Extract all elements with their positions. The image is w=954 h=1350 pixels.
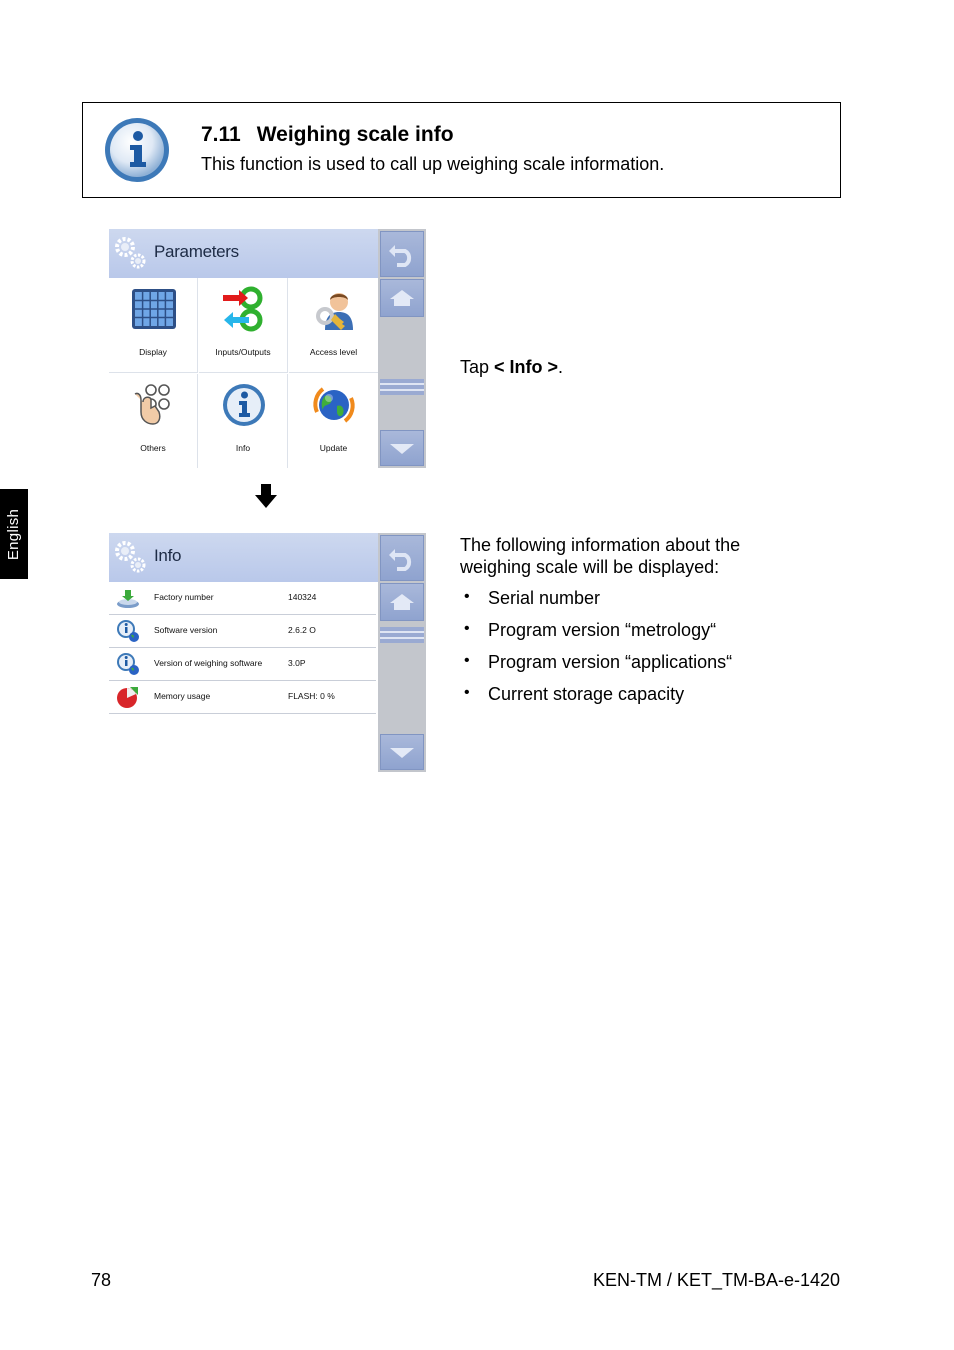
info-icon	[103, 116, 171, 184]
scroll-sidebar	[378, 229, 426, 468]
memory-pie-icon	[116, 685, 140, 709]
scrollbar-thumb[interactable]	[380, 627, 424, 643]
info-row-weighing-software-version	[109, 648, 376, 681]
home-icon	[388, 592, 416, 612]
row-value: 2.6.2 O	[288, 625, 316, 635]
back-button[interactable]	[380, 231, 424, 277]
bullet-item: • Program version “applications“	[460, 652, 732, 684]
row-value: 3.0P	[288, 658, 306, 668]
document-id: KEN-TM / KET_TM-BA-e-1420	[592, 1270, 840, 1290]
tile-label: Info	[235, 443, 251, 453]
others-keypad-icon	[131, 382, 177, 428]
row-name: Software version	[154, 625, 218, 635]
scrollbar-thumb[interactable]	[380, 379, 424, 395]
tap-suffix: .	[558, 357, 564, 377]
down-arrow-icon	[255, 484, 277, 508]
section-description: This function is used to call up weighing scale information.	[201, 154, 665, 174]
globe-update-icon	[311, 382, 357, 428]
inputs-outputs-icon	[221, 286, 267, 332]
display-grid-icon	[131, 286, 177, 332]
page-number: 78	[91, 1270, 112, 1290]
chevron-down-icon	[388, 440, 416, 456]
info-bullet-list	[460, 588, 732, 716]
tile-others[interactable]	[109, 374, 198, 468]
section-title-text: Weighing scale info	[256, 123, 454, 146]
language-label: English	[5, 508, 23, 560]
tile-display[interactable]	[109, 278, 198, 373]
title-bar	[109, 229, 378, 278]
info-row-factory-number	[109, 582, 376, 615]
gear-icon	[113, 235, 147, 271]
scale-icon	[116, 586, 140, 610]
tile-info[interactable]	[199, 374, 288, 468]
tile-label: Access level	[309, 347, 358, 357]
section-title	[201, 123, 454, 147]
undo-icon	[387, 241, 417, 267]
tap-prefix: Tap	[460, 357, 495, 377]
info-row-software-version	[109, 615, 376, 648]
parameters-grid	[109, 278, 378, 468]
bullet-item: • Serial number	[460, 588, 732, 620]
tap-target: < Info >	[494, 357, 559, 377]
section-header	[82, 102, 841, 198]
tile-update[interactable]	[289, 374, 378, 468]
bullet-item: • Program version “metrology“	[460, 620, 732, 652]
home-icon	[388, 288, 416, 308]
home-button[interactable]	[380, 279, 424, 317]
gear-icon	[113, 539, 147, 575]
tile-label: Inputs/Outputs	[215, 347, 271, 357]
scroll-down-button[interactable]	[380, 734, 424, 770]
info-paragraph: The following information about the weighing scale will be displayed:	[460, 535, 741, 577]
tile-inputs-outputs[interactable]	[199, 278, 288, 373]
screen-title: Info	[154, 546, 182, 565]
tile-label: Others	[140, 443, 166, 453]
tile-access-level[interactable]	[289, 278, 378, 373]
screen-title: Parameters	[154, 242, 239, 261]
info-row-memory-usage	[109, 681, 376, 714]
row-value: 140324	[288, 592, 317, 602]
language-tab	[0, 489, 28, 579]
scroll-down-button[interactable]	[380, 430, 424, 466]
info-list	[109, 582, 376, 714]
tile-label: Update	[319, 443, 348, 453]
info-globe-icon	[116, 652, 140, 676]
undo-icon	[387, 545, 417, 571]
chevron-down-icon	[388, 744, 416, 760]
info-icon	[221, 382, 267, 428]
row-name: Memory usage	[154, 691, 211, 701]
title-bar	[109, 533, 378, 582]
back-button[interactable]	[380, 535, 424, 581]
tap-instruction	[460, 357, 563, 378]
bullet-item: • Current storage capacity	[460, 684, 732, 716]
scroll-sidebar	[378, 533, 426, 772]
info-globe-icon	[116, 619, 140, 643]
access-level-icon	[311, 286, 357, 332]
tile-label: Display	[139, 347, 167, 357]
row-value: FLASH: 0 %	[288, 691, 335, 701]
info-screen	[109, 533, 426, 772]
parameters-screen	[109, 229, 426, 468]
section-number: 7.11	[201, 123, 241, 146]
home-button[interactable]	[380, 583, 424, 621]
row-name: Version of weighing software	[154, 658, 263, 668]
row-name: Factory number	[154, 592, 214, 602]
